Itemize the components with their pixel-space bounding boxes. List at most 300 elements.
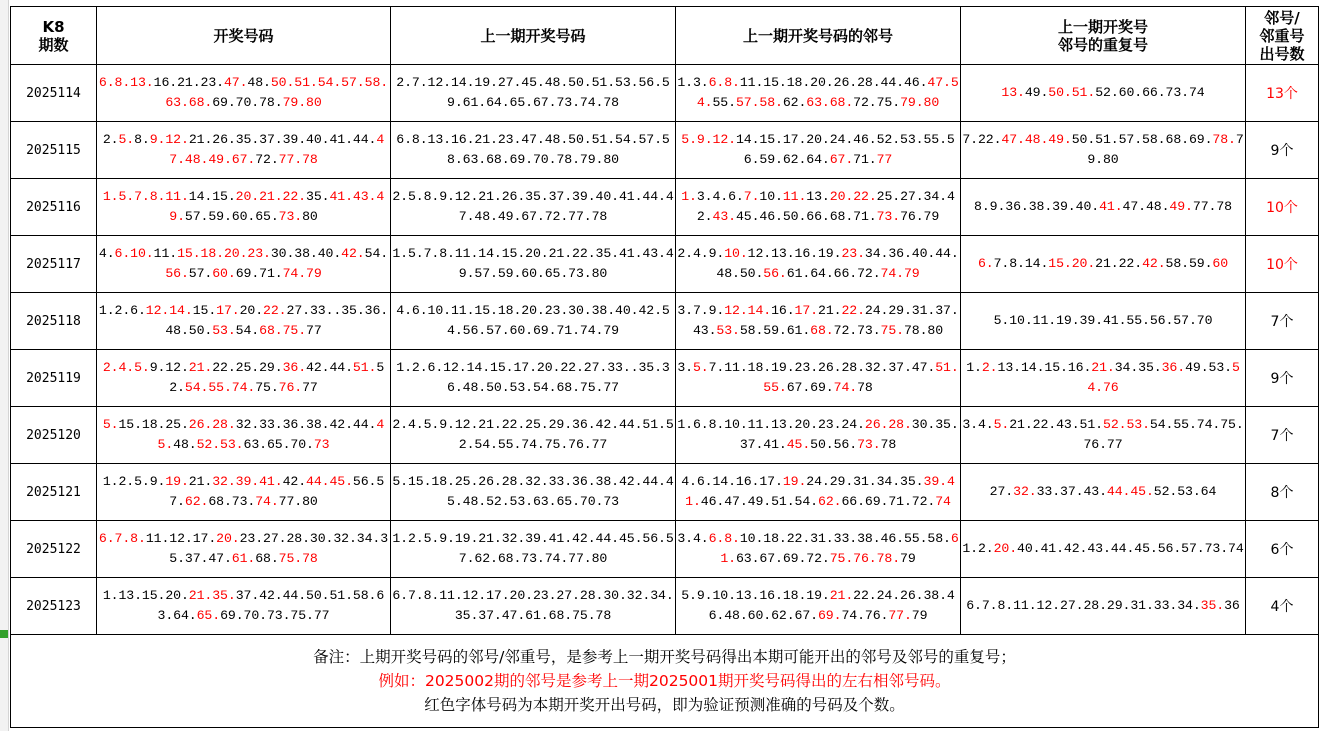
hit-number: 75.76.78. [829,551,901,566]
number: 63.67.69.72. [735,551,830,566]
number: 10.18.22.31.33.38.46.55.58. [739,531,951,546]
table-row [11,464,1319,521]
number: 79 [911,608,928,623]
number: 1.3. [677,75,709,90]
dup-cell [961,578,1246,635]
draw-cell [97,407,391,464]
hit-number: 68.75. [259,323,307,338]
hit-number: 73. [876,209,901,224]
hit-number: 26.28. [864,417,912,432]
hit-count-cell: 10个 [1246,236,1319,293]
number: 21. [188,474,213,489]
number: 78 [880,437,897,452]
hit-number: 47.54. [696,75,959,110]
number: 27. [989,484,1014,499]
hit-number: 78. [1212,132,1236,147]
hit-number: 43. [712,209,736,224]
number: 4.6.10.11.15.18.20.23.30.38.40.42.54.56.57.60.69.71.74.79 [396,303,670,338]
hit-number: 47.48.49.67. [169,132,385,167]
hit-number: 15.20. [1048,256,1096,271]
header-prev-dup: 上一期开奖号 邻号的重复号 [961,7,1246,65]
number: 14.15.17.20.24.46.52.53.55.56.59.62.64. [735,132,955,167]
hit-number: 45. [157,417,385,452]
hit-number: 7. [743,189,760,204]
table-row [11,293,1319,350]
hit-number: 21. [1091,360,1115,375]
draw-cell [97,521,391,578]
number: 15. [192,303,217,318]
number: 46.47.49.51.54. [700,494,818,509]
dup-cell [961,521,1246,578]
number: 77 [302,380,318,395]
draw-cell [97,350,391,407]
prev-draw-cell [391,179,676,236]
hit-number: 60. [212,266,236,281]
hit-count-cell: 10个 [1246,179,1319,236]
prev-draw-cell [391,407,676,464]
hit-number: 20.22. [829,189,877,204]
hit-number: 74.79 [880,266,920,281]
hit-number: 73. [857,437,881,452]
hit-number: 22. [841,303,865,318]
number: 80 [302,209,318,224]
number: 69.70.78. [212,95,283,110]
table-row [11,350,1319,407]
period-cell: 2025116 [11,179,97,236]
number: 36 [1224,598,1240,613]
header-period: K8 期数 [11,7,97,65]
hit-count-cell: 9个 [1246,350,1319,407]
hit-number: 60 [1212,256,1229,271]
number: 24.29.31.37.43. [692,303,959,338]
number: 33.37.43. [1036,484,1107,499]
period-cell: 2025118 [11,293,97,350]
hit-number: 12.14. [724,303,772,318]
hit-number: 44.45. [306,474,353,489]
number: 3.4. [962,417,994,432]
hit-number: 5. [993,417,1010,432]
hit-number: 50.51.54.57.58.63.68. [165,75,389,110]
number: 49.53. [1185,360,1232,375]
hit-number: 6.10. [114,246,154,261]
hit-number: 19. [782,474,807,489]
number: 1.5.7.8.11.14.15.20.21.22.35.41.43.49.57.59.60.65.73.80 [392,246,674,281]
number: 52.60.66.73.74 [1095,85,1205,100]
number: 1.13.15.20. [102,588,189,603]
hit-count-cell: 7个 [1246,293,1319,350]
hit-number: 1.5.7.8.11. [102,189,189,204]
number: 2.4.9. [677,246,725,261]
draw-cell [97,236,391,293]
number: 20. [239,303,264,318]
hit-number: 10. [724,246,748,261]
number: 6.7.8.11.12.17.20.23.27.28.30.32.34.35.37.47.61.68.75.78 [392,588,674,623]
dup-cell [961,179,1246,236]
hit-number: 41. [1099,199,1123,214]
number: 50.56. [810,437,858,452]
number: 56.57. [169,474,385,509]
number: 1.6.8.10.11.13.20.23.24. [677,417,865,432]
row-header-strip [0,0,9,731]
dup-cell [961,293,1246,350]
number: 2.5.8.9.12.21.26.35.37.39.40.41.44.47.48.49.67.72.77.78 [392,189,674,224]
number: 16. [771,303,795,318]
hit-number: 15.18.20.23. [177,246,271,261]
dup-cell [961,350,1246,407]
hit-number: 1. [681,189,697,204]
hit-number: 42. [1142,256,1166,271]
prev-draw-cell [391,236,676,293]
sheet-marker [0,630,8,638]
hit-number: 51. [352,360,377,375]
hit-number: 74. [833,380,858,395]
draw-cell [97,293,391,350]
number: 15.18.25. [118,417,189,432]
hit-number: 69. [817,608,842,623]
hit-number: 26.28. [188,417,236,432]
neighbors-cell [676,521,961,578]
hit-number: 36. [1161,360,1186,375]
hit-number: 77. [888,608,912,623]
number: 76.79 [900,209,940,224]
number: 16.21.23. [153,75,224,90]
number: 23.27.28.30.32.34.35.37.47. [169,531,389,566]
prev-draw-cell [391,521,676,578]
table-row [11,65,1319,122]
number: 5.10.11.19.39.41.55.56.57.70 [993,313,1213,328]
number: 24.29.31.34.35. [806,474,924,489]
hit-number: 21. [829,588,854,603]
hit-number: 75. [880,323,904,338]
number: 30.35.37.41. [739,417,959,452]
number: 54. [235,323,260,338]
header-prev-draw: 上一期开奖号码 [391,7,676,65]
period-cell: 2025119 [11,350,97,407]
hit-number: 13. [1001,85,1025,100]
draw-cell [97,122,391,179]
hit-number: 9.12. [149,132,189,147]
number: 10. [759,189,783,204]
hit-number: 73 [313,437,330,452]
number: 62. [782,95,807,110]
hit-number: 44.45. [1106,484,1154,499]
number: 11.12.17. [145,531,217,546]
hit-number: 61. [720,531,959,566]
notes-cell [11,635,1319,728]
number: 67.69. [786,380,834,395]
hit-number: 22. [263,303,287,318]
hit-number: 17. [794,303,818,318]
hit-number: 20. [216,531,240,546]
number: 12.13.16.19. [747,246,842,261]
number: 57.59.60.65. [184,209,279,224]
hit-number: 5. [102,417,119,432]
hit-number: 67. [829,152,854,167]
number: 4. [98,246,115,261]
number: 2.4.5.9.12.21.22.25.29.36.42.44.51.52.54.55.74.75.76.77 [392,417,674,452]
hit-number: 6.7.8. [98,531,146,546]
hit-number: 21.35. [188,588,236,603]
table-row [11,521,1319,578]
hit-number: 79.80 [900,95,940,110]
number: 8.9.36.38.39.40. [974,199,1100,214]
number: 7.8.14. [993,256,1049,271]
number: 72. [255,152,279,167]
hit-number: 20. [993,541,1018,556]
header-hit-count: 邻号/ 邻重号 出号数 [1246,7,1319,65]
number: 3.4. [677,531,709,546]
hit-number: 77.78 [278,152,318,167]
number: 79.80 [1087,132,1244,167]
dup-cell [961,236,1246,293]
draw-cell [97,179,391,236]
table-row [11,179,1319,236]
number: 21.26.35.37.39.40.41.44. [188,132,377,147]
hit-number: 19. [165,474,189,489]
hit-count-cell: 6个 [1246,521,1319,578]
hit-number: 39.41. [685,474,955,509]
draw-cell [97,578,391,635]
hit-number: 61. [231,551,256,566]
number: 78 [857,380,873,395]
hit-number: 76. [278,380,303,395]
hit-number: 74.79 [282,266,322,281]
hit-count-cell: 7个 [1246,407,1319,464]
neighbors-cell [676,578,961,635]
notes-row [11,635,1319,728]
number: 34.36.40.44.48.50. [716,246,959,281]
number: 2. [102,132,119,147]
number: 21. [818,303,842,318]
number: 50.51.57.58.68.69. [1071,132,1213,147]
note-line-3: 红色字体号码为本期开奖开出号码，即为验证预测准确的号码及个数。 [424,696,905,714]
hit-number: 54.76 [1087,360,1240,395]
prev-draw-cell [391,65,676,122]
hit-number: 75.78 [278,551,318,566]
number: 22.24.26.38.46.48.60.62.67. [708,588,955,623]
hit-number: 2. [981,360,998,375]
hit-count-cell: 4个 [1246,578,1319,635]
neighbors-cell [676,65,961,122]
number: 63.65.70. [243,437,314,452]
hit-number: 6.8. [708,531,740,546]
hit-number: 11. [782,189,807,204]
number: 1. [966,360,982,375]
number: 52.53.64 [1153,484,1217,499]
prev-draw-cell [391,464,676,521]
hit-number: 23. [841,246,865,261]
draw-cell [97,464,391,521]
hit-number: 52.53. [1103,417,1150,432]
number: 27.33..35.36.48.50. [165,303,389,338]
number: 1.2.5.9. [102,474,166,489]
number: 8. [134,132,150,147]
hit-number: 73. [278,209,303,224]
hit-number: 57.58. [735,95,783,110]
neighbors-cell [676,122,961,179]
number: 13. [806,189,830,204]
number: 21.22.43.51. [1009,417,1103,432]
hit-number: 32. [1013,484,1037,499]
hit-number: 62. [184,494,209,509]
number: 68. [255,551,279,566]
table-row [11,236,1319,293]
hit-number: 74. [255,494,279,509]
period-cell: 2025117 [11,236,97,293]
number: 77 [306,323,322,338]
neighbors-cell [676,407,961,464]
number: 6.7.8.11.12.27.28.29.31.33.34. [966,598,1201,613]
dup-cell [961,407,1246,464]
number: 54. [364,246,389,261]
neighbors-cell [676,179,961,236]
number: 69.71. [235,266,283,281]
number: 5.9.10.13.16.18.19. [681,588,830,603]
hit-number: 62. [818,494,842,509]
hit-number: 56. [763,266,787,281]
number: 52. [169,360,385,395]
hit-number: 17. [216,303,240,318]
hit-number: 5.9.12. [681,132,736,147]
number: 74.76. [841,608,889,623]
dup-cell [961,122,1246,179]
prev-draw-cell [391,578,676,635]
number: 66.69.71.72. [841,494,936,509]
hit-number: 35. [1200,598,1225,613]
number: 79 [900,551,916,566]
note-line-1: 备注：上期开奖号码的邻号/邻重号，是参考上一期开奖号码得出本期可能开出的邻号及邻号的重复号； [313,648,1016,666]
number: 21.22. [1095,256,1143,271]
number: 69.70.73.75.77 [220,608,330,623]
number: 42. [282,474,307,489]
number: 77.80 [278,494,318,509]
hit-number: 41.43.49. [169,189,385,224]
number: 58.59. [1165,256,1213,271]
period-cell: 2025114 [11,65,97,122]
hit-number: 47.48.49. [1001,132,1072,147]
number: 48. [247,75,271,90]
number: 13.14.15.16. [997,360,1092,375]
neighbors-cell [676,293,961,350]
dup-cell [961,65,1246,122]
number: 1.2.6.12.14.15.17.20.22.27.33..35.36.48.50.53.54.68.75.77 [396,360,670,395]
table-row [11,407,1319,464]
number: 45.46.50.66.68.71. [735,209,877,224]
prev-draw-cell [391,122,676,179]
number: 14.15. [188,189,236,204]
hit-number: 5. [118,132,135,147]
period-cell: 2025120 [11,407,97,464]
prev-draw-cell [391,293,676,350]
number: 40.41.42.43.44.45.56.57.73.74 [1017,541,1244,556]
number: 72.75. [853,95,901,110]
number: 75. [255,380,279,395]
hit-number: 68. [810,323,834,338]
hit-number: 56. [165,266,189,281]
hit-number: 54.55.74. [184,380,256,395]
hit-number: 45. [786,437,811,452]
dup-cell [961,464,1246,521]
number: 7.11.18.19.23.26.28.32.37.47. [708,360,936,375]
header-prev-neighbors: 上一期开奖号码的邻号 [676,7,961,65]
period-cell: 2025121 [11,464,97,521]
number: 3.7.9. [677,303,725,318]
hit-number: 2.4.5. [102,360,150,375]
number: 57. [188,266,213,281]
note-line-2: 例如：2025002期的邻号是参考上一期2025001期开奖号码得出的左右相邻号码。 [378,672,951,690]
number: 11.15.18.20.26.28.44.46. [739,75,928,90]
number: 4.6.14.16.17. [681,474,783,489]
number: 1.2.6. [98,303,146,318]
number: 55. [712,95,736,110]
hit-number: 63.68. [806,95,854,110]
header-draw: 开奖号码 [97,7,391,65]
number: 11. [153,246,178,261]
number: 47.48. [1122,199,1170,214]
number: 7.22. [962,132,1002,147]
hit-number: 49. [1169,199,1193,214]
hit-number: 77 [876,152,893,167]
number: 71. [853,152,877,167]
number: 58.59.61. [739,323,811,338]
period-cell: 2025115 [11,122,97,179]
neighbors-cell [676,236,961,293]
number: 61.64.66.72. [786,266,881,281]
number: 77.78 [1192,199,1232,214]
number: 49. [1024,85,1049,100]
hit-number: 21. [188,360,213,375]
number: 72.73. [833,323,881,338]
prev-draw-cell [391,350,676,407]
hit-number: 52.53. [196,437,244,452]
hit-number: 20.21.22. [235,189,306,204]
hit-number: 50.51. [1048,85,1096,100]
hit-number: 12.14. [145,303,193,318]
hit-number: 65. [196,608,221,623]
hit-number: 74 [935,494,951,509]
number: 34.35. [1114,360,1162,375]
neighbors-cell [676,464,961,521]
hit-number: 6. [977,256,994,271]
hit-number: 47. [223,75,248,90]
number: 1.2. [962,541,994,556]
number: 25.27.34.42. [696,189,955,224]
number: 32.33.36.38.42.44. [235,417,377,432]
lottery-table [10,6,1319,728]
number: 37.42.44.50.51.58.63.64. [157,588,385,623]
period-cell: 2025122 [11,521,97,578]
number: 3. [677,360,693,375]
table-row [11,122,1319,179]
header-row [11,7,1319,65]
hit-count-cell: 9个 [1246,122,1319,179]
hit-number: 32.39.41. [212,474,283,489]
hit-number: 42. [341,246,365,261]
hit-number: 53. [212,323,236,338]
number: 54.55.74.75.76.77 [1083,417,1244,452]
hit-number: 6.8. [708,75,740,90]
hit-number: 6.8.13. [98,75,154,90]
hit-count-cell: 8个 [1246,464,1319,521]
table-row [11,578,1319,635]
hit-count-cell: 13个 [1246,65,1319,122]
period-cell: 2025123 [11,578,97,635]
number: 3.4.6. [696,189,744,204]
number: 6.8.13.16.21.23.47.48.50.51.54.57.58.63.68.69.70.78.79.80 [396,132,670,167]
number: 78.80 [903,323,944,338]
number: 68.73. [208,494,256,509]
number: 42.44. [306,360,353,375]
